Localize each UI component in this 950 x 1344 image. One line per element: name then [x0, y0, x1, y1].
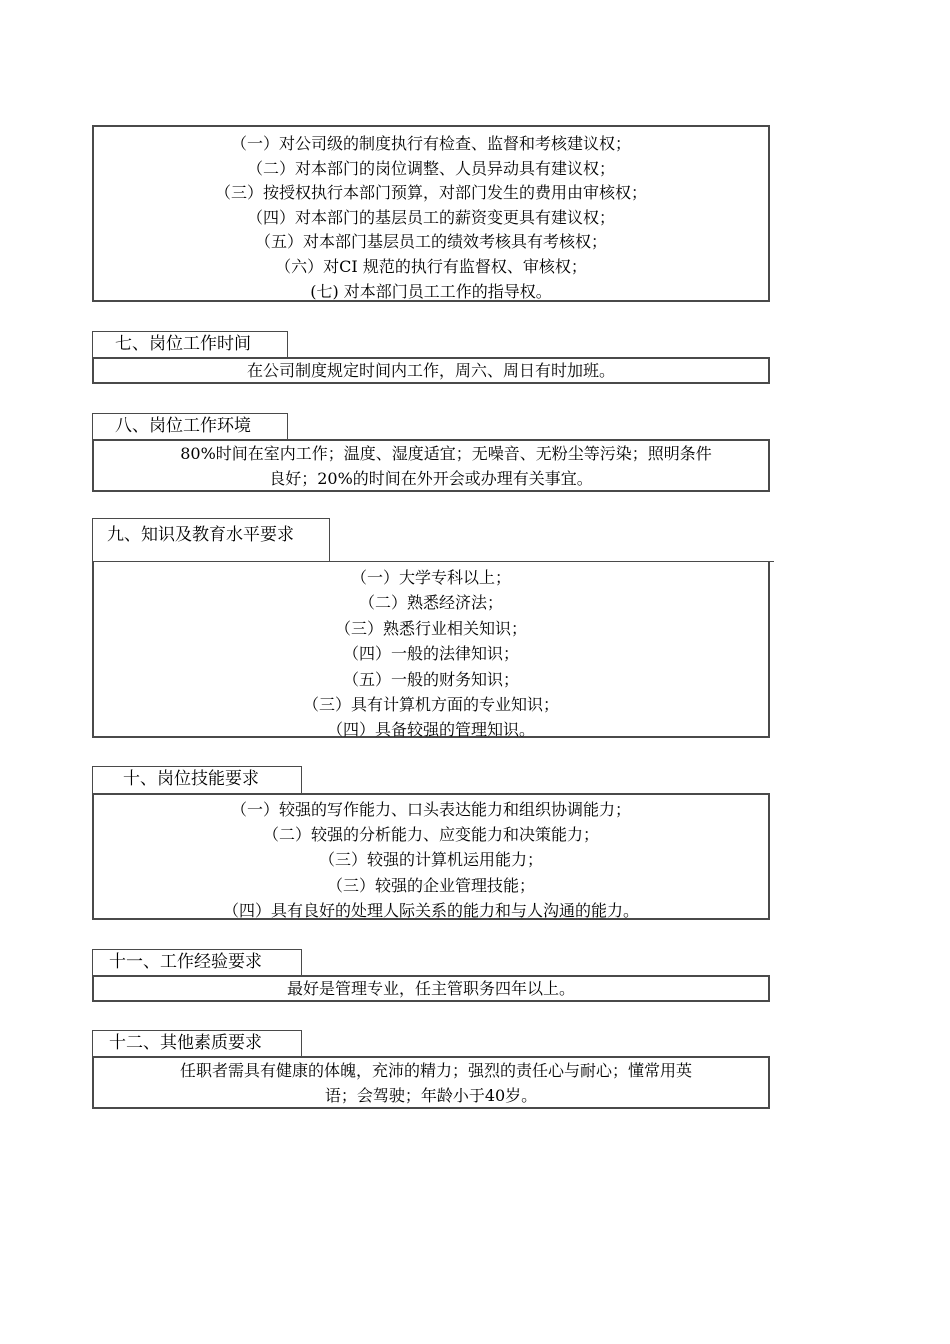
section-10-item: （四）具有良好的处理人际关系的能力和与人沟通的能力。	[222, 900, 639, 920]
section-7-content: 在公司制度规定时间内工作，周六、周日有时加班。	[246, 361, 615, 380]
section-10-box	[92, 793, 770, 920]
section-10-item: （三）较强的计算机运用能力；	[318, 850, 543, 870]
section-12-line-1: 任职者需具有健康的体魄，充沛的精力；强烈的责任心与耐心；懂常用英	[179, 1061, 692, 1080]
section-11-content: 最好是管理专业，任主管职务四年以上。	[286, 979, 575, 998]
section-8-line-1: 80%时间在室内工作；温度、湿度适宜；无噪音、无粉尘等污染；照明条件	[180, 444, 712, 463]
section-9-item: （三）具有计算机方面的专业知识；	[302, 695, 559, 715]
section-8-box	[92, 439, 770, 492]
section-8-title: 八、岗位工作环境	[92, 413, 288, 440]
section-12-box	[92, 1056, 770, 1109]
authority-item: (七) 对本部门员工工作的指导权。	[310, 281, 552, 301]
authority-item: （三）按授权执行本部门预算，对部门发生的费用由审核权；	[214, 183, 647, 203]
section-7-title: 七、岗位工作时间	[92, 331, 288, 358]
section-8-line-2: 良好；20%的时间在外开会或办理有关事宜。	[269, 469, 593, 488]
section-10-item: （二）较强的分析能力、应变能力和决策能力；	[262, 825, 599, 845]
section-9-item: （五）一般的财务知识；	[342, 669, 519, 689]
section-9-item: （一）大学专科以上；	[350, 568, 511, 587]
section-12-line-2: 语；会驾驶；年龄小于40岁。	[324, 1086, 538, 1105]
section-9-item: （二）熟悉经济法；	[358, 593, 503, 613]
section-9-box	[92, 562, 770, 738]
section-10-item: （一）较强的写作能力、口头表达能力和组织协调能力；	[230, 800, 631, 819]
section-9-list	[94, 565, 768, 743]
authority-item: （六）对CI 规范的执行有监督权、审核权；	[275, 256, 587, 276]
authority-item: （一）对公司级的制度执行有检查、监督和考核建议权；	[230, 134, 631, 153]
section-11-title: 十一、工作经验要求	[92, 949, 302, 976]
authority-list	[94, 132, 768, 304]
section-9-title: 九、知识及教育水平要求	[92, 518, 330, 562]
section-10-list	[94, 797, 768, 923]
section-7-box	[92, 357, 770, 384]
authority-item: （四）对本部门的基层员工的薪资变更具有建议权；	[246, 207, 615, 227]
authority-box	[92, 125, 770, 302]
section-12-content	[94, 1058, 768, 1108]
section-9-item: （四）一般的法律知识；	[342, 644, 519, 664]
section-11-box	[92, 975, 770, 1002]
authority-item: （二）对本部门的岗位调整、人员异动具有建议权；	[246, 158, 615, 178]
authority-item: （五）对本部门基层员工的绩效考核具有考核权；	[254, 232, 607, 252]
section-8-content	[94, 441, 768, 491]
section-9-item: （四）具备较强的管理知识。	[326, 720, 535, 740]
section-9-item: （三）熟悉行业相关知识；	[334, 618, 527, 638]
section-10-title: 十、岗位技能要求	[92, 766, 302, 794]
section-10-item: （三）较强的企业管理技能；	[326, 875, 535, 895]
section-12-title: 十二、其他素质要求	[92, 1030, 302, 1057]
